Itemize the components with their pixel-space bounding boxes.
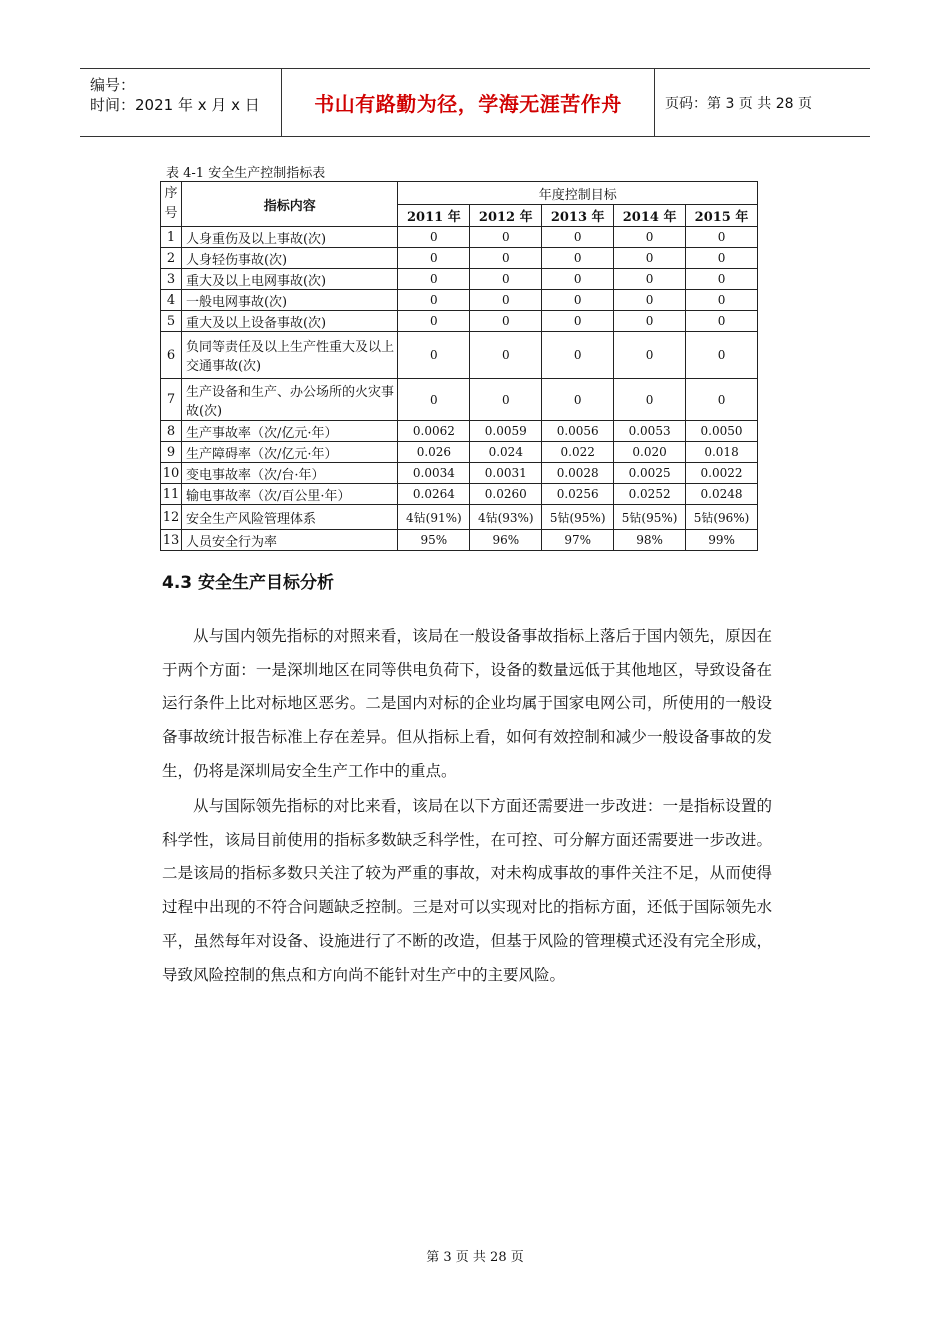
row-number: 3 [161, 269, 182, 290]
table-caption: 表 4-1 安全生产控制指标表 [166, 166, 326, 181]
time-label: 时间：2021 年 x 月 x 日 [90, 96, 260, 114]
row-value: 0 [614, 248, 686, 269]
row-number: 12 [161, 505, 182, 530]
row-value: 0 [542, 227, 614, 248]
code-label: 编号： [90, 76, 136, 94]
row-value: 0 [542, 269, 614, 290]
table-row [161, 530, 758, 551]
row-value: 0.0022 [686, 463, 758, 484]
row-value: 0 [686, 311, 758, 332]
row-value: 0 [470, 269, 542, 290]
row-value: 0 [614, 332, 686, 379]
row-value: 0 [686, 227, 758, 248]
row-value: 5钻(95%) [614, 505, 686, 530]
row-value: 0.0059 [470, 421, 542, 442]
row-value: 5钻(95%) [542, 505, 614, 530]
table-row [161, 248, 758, 269]
page-header [80, 68, 870, 137]
row-value: 0 [614, 290, 686, 311]
table-row [161, 505, 758, 530]
paragraph-1: 从与国内领先指标的对照来看，该局在一般设备事故指标上落后于国内领先，原因在于两个方面：一是深圳地区在同等供电负荷下，设备的数量远低于其他地区，导致设备在运行条件上比对标地区恶劣。二是国内对标的企业均属于国家电网公司，所使用的一般设备事故统计报告标准上存在差异。但从指标上看，如何有效控制和减少一般设备事故的发生，仍将是深圳局安全生产工作中的重点。 [162, 627, 772, 780]
row-value: 0 [470, 227, 542, 248]
row-value: 0.0031 [470, 463, 542, 484]
table-row [161, 484, 758, 505]
row-name: 一般电网事故(次) [181, 290, 397, 311]
row-value: 0 [398, 332, 470, 379]
row-value: 0 [686, 332, 758, 379]
col-group-header: 年度控制目标 [398, 182, 758, 205]
row-value: 0 [398, 379, 470, 421]
row-value: 5钻(96%) [686, 505, 758, 530]
row-name: 负同等责任及以上生产性重大及以上交通事故(次) [181, 332, 397, 379]
row-value: 0.0025 [614, 463, 686, 484]
row-value: 99% [686, 530, 758, 551]
row-value: 0.0056 [542, 421, 614, 442]
row-value: 0.0053 [614, 421, 686, 442]
row-value: 0 [686, 269, 758, 290]
table-row [161, 421, 758, 442]
indicator-table [160, 181, 758, 551]
year-header: 2015 年 [686, 205, 758, 227]
motto: 书山有路勤为径，学海无涯苦作舟 [282, 69, 655, 136]
row-number: 5 [161, 311, 182, 332]
row-value: 0.0062 [398, 421, 470, 442]
col-name-header: 指标内容 [181, 182, 397, 227]
section-heading: 4.3 安全生产目标分析 [162, 573, 335, 593]
row-value: 0 [470, 311, 542, 332]
year-header: 2014 年 [614, 205, 686, 227]
row-value: 0.0252 [614, 484, 686, 505]
row-value: 0 [470, 332, 542, 379]
row-value: 0.0248 [686, 484, 758, 505]
row-value: 0 [686, 248, 758, 269]
row-name: 生产障碍率（次/亿元·年） [181, 442, 397, 463]
row-value: 0 [542, 290, 614, 311]
page-footer: 第 3 页 共 28 页 [426, 1250, 524, 1265]
row-number: 6 [161, 332, 182, 379]
row-number: 4 [161, 290, 182, 311]
row-value: 0 [470, 290, 542, 311]
row-value: 95% [398, 530, 470, 551]
row-name: 重大及以上设备事故(次) [181, 311, 397, 332]
row-value: 0 [542, 332, 614, 379]
table-row [161, 463, 758, 484]
row-value: 0.0050 [686, 421, 758, 442]
row-value: 0 [614, 227, 686, 248]
row-value: 0 [542, 379, 614, 421]
header-left [80, 69, 282, 136]
row-value: 0 [686, 379, 758, 421]
row-value: 0 [398, 227, 470, 248]
row-name: 人员安全行为率 [181, 530, 397, 551]
page-label: 页码：第 3 页 共 28 页 [665, 95, 812, 112]
row-number: 1 [161, 227, 182, 248]
table-row [161, 332, 758, 379]
table-row [161, 227, 758, 248]
year-header: 2012 年 [470, 205, 542, 227]
row-number: 11 [161, 484, 182, 505]
row-value: 4钻(91%) [398, 505, 470, 530]
row-value: 97% [542, 530, 614, 551]
year-header: 2013 年 [542, 205, 614, 227]
row-value: 0 [470, 379, 542, 421]
row-number: 10 [161, 463, 182, 484]
row-name: 生产设备和生产、办公场所的火灾事故(次) [181, 379, 397, 421]
row-number: 7 [161, 379, 182, 421]
row-value: 0.0256 [542, 484, 614, 505]
table-row [161, 311, 758, 332]
year-header: 2011 年 [398, 205, 470, 227]
row-name: 生产事故率（次/亿元·年） [181, 421, 397, 442]
row-value: 0 [686, 290, 758, 311]
row-value: 0.024 [470, 442, 542, 463]
row-number: 9 [161, 442, 182, 463]
table-row [161, 269, 758, 290]
row-value: 0.020 [614, 442, 686, 463]
row-value: 0.0260 [470, 484, 542, 505]
row-value: 0 [614, 269, 686, 290]
row-value: 96% [470, 530, 542, 551]
row-name: 输电事故率（次/百公里·年） [181, 484, 397, 505]
row-name: 安全生产风险管理体系 [181, 505, 397, 530]
paragraph-2: 从与国际领先指标的对比来看，该局在以下方面还需要进一步改进：一是指标设置的科学性，该局目前使用的指标多数缺乏科学性，在可控、可分解方面还需要进一步改进。二是该局的指标多数只关注了较为严重的事故，对未构成事故的事件关注不足，从而使得过程中出现的不符合问题缺乏控制。三是对可以实现对比的指标方面，还低于国际领先水平，虽然每年对设备、设施进行了不断的改造，但基于风险的管理模式还没有完全形成，导致风险控制的焦点和方向尚不能针对生产中的主要风险。 [162, 797, 772, 984]
row-name: 人身轻伤事故(次) [181, 248, 397, 269]
row-value: 0 [398, 311, 470, 332]
row-number: 8 [161, 421, 182, 442]
row-value: 0 [398, 269, 470, 290]
row-value: 0.0264 [398, 484, 470, 505]
row-name: 重大及以上电网事故(次) [181, 269, 397, 290]
row-number: 2 [161, 248, 182, 269]
row-value: 98% [614, 530, 686, 551]
row-value: 0 [542, 311, 614, 332]
row-value: 4钻(93%) [470, 505, 542, 530]
row-name: 人身重伤及以上事故(次) [181, 227, 397, 248]
row-name: 变电事故率（次/台·年） [181, 463, 397, 484]
table-row [161, 379, 758, 421]
row-number: 13 [161, 530, 182, 551]
row-value: 0.026 [398, 442, 470, 463]
row-value: 0.0028 [542, 463, 614, 484]
row-value: 0.022 [542, 442, 614, 463]
row-value: 0 [614, 379, 686, 421]
row-value: 0.0034 [398, 463, 470, 484]
col-no-header: 序号 [161, 182, 182, 227]
row-value: 0.018 [686, 442, 758, 463]
table-row [161, 442, 758, 463]
row-value: 0 [398, 248, 470, 269]
row-value: 0 [398, 290, 470, 311]
row-value: 0 [614, 311, 686, 332]
row-value: 0 [470, 248, 542, 269]
table-row [161, 290, 758, 311]
row-value: 0 [542, 248, 614, 269]
